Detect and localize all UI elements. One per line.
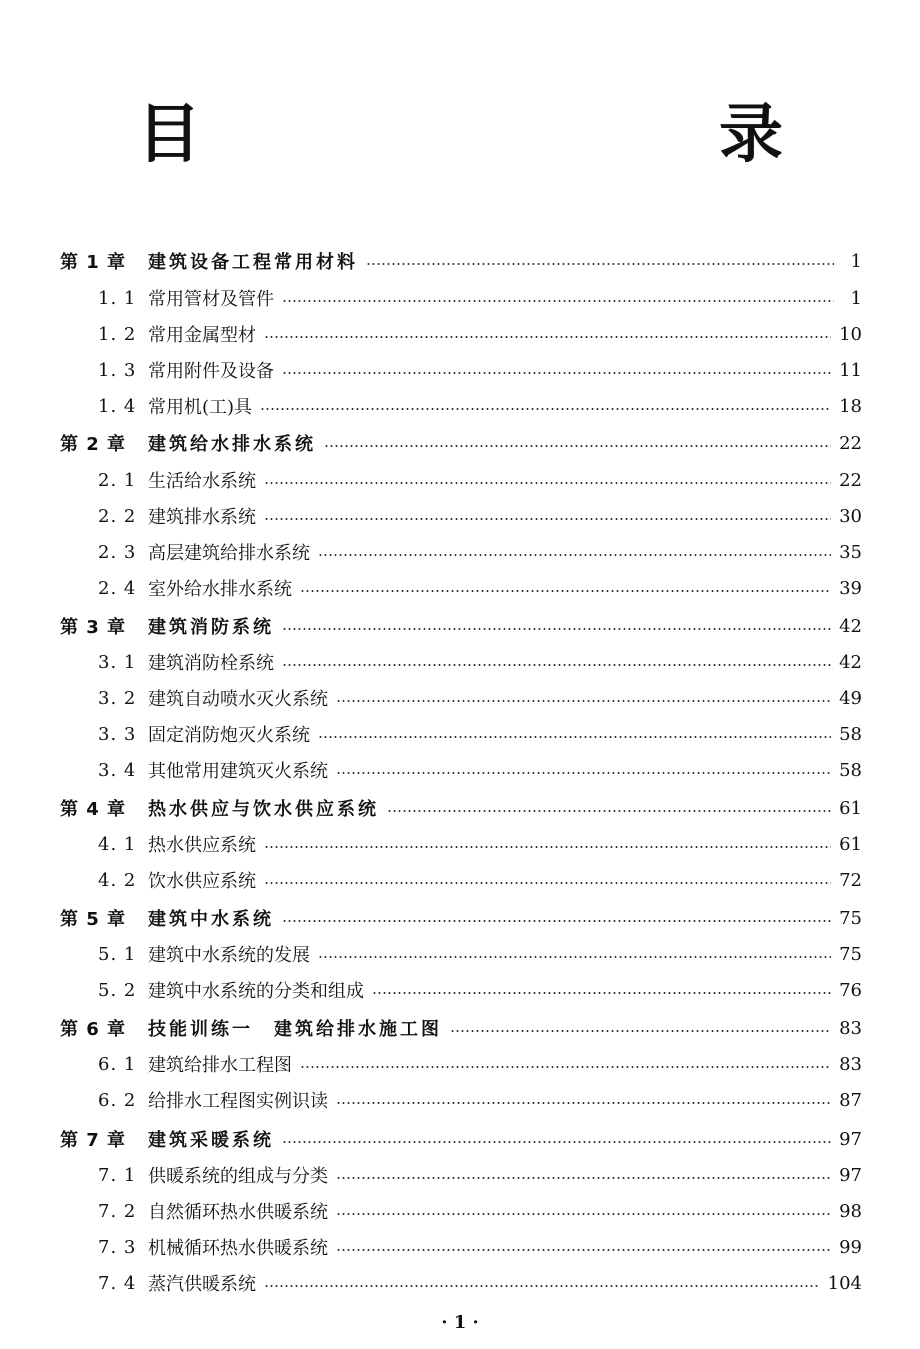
entry-title: 蒸汽供暖系统 xyxy=(148,1274,256,1295)
dot-leader xyxy=(324,445,831,447)
entry-page-number: 42 xyxy=(839,651,862,673)
entry-page-number: 87 xyxy=(839,1089,862,1111)
entry-number: 第 3 章 xyxy=(60,617,127,638)
entry-title: 高层建筑给排水系统 xyxy=(148,543,310,564)
toc-chapter-entry xyxy=(0,243,920,279)
entry-title: 供暖系统的组成与分类 xyxy=(148,1166,328,1187)
dot-leader xyxy=(336,1177,831,1179)
toc-section-entry xyxy=(0,498,920,534)
dot-leader xyxy=(300,590,831,592)
toc-section-entry xyxy=(0,352,920,388)
entry-number: 5. 1 xyxy=(98,943,137,965)
toc-section-entry xyxy=(0,716,920,752)
dot-leader xyxy=(387,810,831,812)
dot-leader xyxy=(282,628,831,630)
entry-number: 2. 3 xyxy=(98,541,137,563)
entry-page-number: 1 xyxy=(850,250,862,272)
entry-number: 1. 1 xyxy=(98,287,137,309)
entry-page-number: 83 xyxy=(839,1053,862,1075)
entry-page-number: 61 xyxy=(839,797,862,819)
entry-number: 第 1 章 xyxy=(60,252,127,273)
entry-number: 1. 3 xyxy=(98,359,137,381)
dot-leader xyxy=(282,372,831,374)
entry-number: 5. 2 xyxy=(98,979,137,1001)
toc-section-entry xyxy=(0,1082,920,1118)
entry-number: 2. 2 xyxy=(98,505,137,527)
dot-leader xyxy=(264,882,831,884)
entry-page-number: 99 xyxy=(839,1236,862,1258)
entry-number: 3. 4 xyxy=(98,759,137,781)
entry-page-number: 18 xyxy=(839,395,862,417)
entry-title: 建筑消防系统 xyxy=(148,617,274,638)
page-number-footer: · 1 · xyxy=(441,1312,479,1333)
entry-number: 2. 1 xyxy=(98,469,137,491)
entry-title: 常用金属型材 xyxy=(148,325,256,346)
entry-page-number: 58 xyxy=(839,759,862,781)
entry-title: 生活给水系统 xyxy=(148,471,256,492)
toc-section-entry xyxy=(0,1265,920,1301)
toc-chapter-entry xyxy=(0,608,920,644)
entry-number: 6. 2 xyxy=(98,1089,137,1111)
entry-number: 7. 1 xyxy=(98,1164,137,1186)
entry-number: 7. 2 xyxy=(98,1200,137,1222)
entry-title: 建筑中水系统的分类和组成 xyxy=(148,981,364,1002)
entry-page-number: 35 xyxy=(839,541,862,563)
toc-section-entry xyxy=(0,570,920,606)
entry-title: 建筑中水系统的发展 xyxy=(148,945,310,966)
page-title: 目 录 xyxy=(137,98,913,172)
entry-page-number: 1 xyxy=(850,287,862,309)
entry-title: 室外给水排水系统 xyxy=(148,579,292,600)
dot-leader xyxy=(264,336,831,338)
entry-page-number: 97 xyxy=(839,1164,862,1186)
entry-title: 给排水工程图实例识读 xyxy=(148,1091,328,1112)
entry-number: 4. 1 xyxy=(98,833,137,855)
entry-page-number: 104 xyxy=(827,1272,862,1294)
dot-leader xyxy=(318,736,831,738)
toc-chapter-entry xyxy=(0,790,920,826)
entry-page-number: 11 xyxy=(839,359,862,381)
dot-leader xyxy=(318,554,831,556)
entry-page-number: 22 xyxy=(839,432,862,454)
toc-chapter-entry xyxy=(0,900,920,936)
entry-title: 热水供应系统 xyxy=(148,835,256,856)
toc-section-entry xyxy=(0,936,920,972)
entry-number: 1. 2 xyxy=(98,323,137,345)
dot-leader xyxy=(264,1285,820,1287)
dot-leader xyxy=(336,700,831,702)
entry-number: 3. 3 xyxy=(98,723,137,745)
entry-page-number: 22 xyxy=(839,469,862,491)
entry-title: 常用机(工)具 xyxy=(148,397,253,418)
toc-section-entry xyxy=(0,862,920,898)
dot-leader xyxy=(336,1249,831,1251)
entry-page-number: 72 xyxy=(839,869,862,891)
entry-title: 机械循环热水供暖系统 xyxy=(148,1238,328,1259)
toc-section-entry xyxy=(0,1229,920,1265)
entry-page-number: 30 xyxy=(839,505,862,527)
entry-title: 建筑消防栓系统 xyxy=(148,653,274,674)
dot-leader xyxy=(318,956,831,958)
entry-number: 2. 4 xyxy=(98,577,137,599)
dot-leader xyxy=(264,846,831,848)
entry-page-number: 10 xyxy=(839,323,862,345)
dot-leader xyxy=(282,664,831,666)
dot-leader xyxy=(282,1141,831,1143)
entry-title: 建筑采暖系统 xyxy=(148,1130,274,1151)
entry-number: 第 2 章 xyxy=(60,434,127,455)
toc-section-entry xyxy=(0,972,920,1008)
entry-title: 技能训练一 建筑给排水施工图 xyxy=(148,1019,442,1040)
toc-section-entry xyxy=(0,462,920,498)
entry-page-number: 58 xyxy=(839,723,862,745)
entry-title: 其他常用建筑灭火系统 xyxy=(148,761,328,782)
toc-section-entry xyxy=(0,280,920,316)
entry-title: 固定消防炮灭火系统 xyxy=(148,725,310,746)
toc-section-entry xyxy=(0,388,920,424)
toc-section-entry xyxy=(0,644,920,680)
entry-title: 建筑自动喷水灭火系统 xyxy=(148,689,328,710)
toc-chapter-entry xyxy=(0,1010,920,1046)
dot-leader xyxy=(260,408,831,410)
toc-chapter-entry xyxy=(0,1121,920,1157)
entry-number: 7. 4 xyxy=(98,1272,137,1294)
dot-leader xyxy=(264,518,831,520)
entry-number: 1. 4 xyxy=(98,395,137,417)
toc-section-entry xyxy=(0,1046,920,1082)
dot-leader xyxy=(282,300,834,302)
dot-leader xyxy=(336,772,831,774)
entry-page-number: 75 xyxy=(839,943,862,965)
dot-leader xyxy=(264,482,831,484)
toc-section-entry xyxy=(0,1157,920,1193)
toc-section-entry xyxy=(0,1193,920,1229)
entry-title: 建筑中水系统 xyxy=(148,909,274,930)
entry-page-number: 49 xyxy=(839,687,862,709)
entry-page-number: 76 xyxy=(839,979,862,1001)
toc-chapter-entry xyxy=(0,425,920,461)
dot-leader xyxy=(300,1066,831,1068)
entry-number: 第 6 章 xyxy=(60,1019,127,1040)
dot-leader xyxy=(336,1213,831,1215)
entry-number: 第 4 章 xyxy=(60,799,127,820)
toc-section-entry xyxy=(0,680,920,716)
entry-number: 7. 3 xyxy=(98,1236,137,1258)
entry-number: 3. 2 xyxy=(98,687,137,709)
entry-title: 常用管材及管件 xyxy=(148,289,274,310)
entry-page-number: 39 xyxy=(839,577,862,599)
toc-section-entry xyxy=(0,826,920,862)
entry-page-number: 98 xyxy=(839,1200,862,1222)
entry-title: 建筑给排水工程图 xyxy=(148,1055,292,1076)
entry-title: 饮水供应系统 xyxy=(148,871,256,892)
toc-section-entry xyxy=(0,316,920,352)
entry-page-number: 75 xyxy=(839,907,862,929)
entry-page-number: 42 xyxy=(839,615,862,637)
entry-title: 自然循环热水供暖系统 xyxy=(148,1202,328,1223)
entry-title: 热水供应与饮水供应系统 xyxy=(148,799,379,820)
dot-leader xyxy=(366,263,834,265)
toc-section-entry xyxy=(0,752,920,788)
entry-title: 建筑给水排水系统 xyxy=(148,434,316,455)
entry-page-number: 97 xyxy=(839,1128,862,1150)
entry-title: 建筑排水系统 xyxy=(148,507,256,528)
entry-number: 4. 2 xyxy=(98,869,137,891)
entry-title: 建筑设备工程常用材料 xyxy=(148,252,358,273)
entry-page-number: 61 xyxy=(839,833,862,855)
dot-leader xyxy=(282,920,831,922)
toc-section-entry xyxy=(0,534,920,570)
entry-number: 3. 1 xyxy=(98,651,137,673)
entry-number: 第 7 章 xyxy=(60,1130,127,1151)
entry-title: 常用附件及设备 xyxy=(148,361,274,382)
dot-leader xyxy=(372,992,831,994)
dot-leader xyxy=(450,1030,831,1032)
entry-number: 6. 1 xyxy=(98,1053,137,1075)
entry-number: 第 5 章 xyxy=(60,909,127,930)
dot-leader xyxy=(336,1102,831,1104)
entry-page-number: 83 xyxy=(839,1017,862,1039)
